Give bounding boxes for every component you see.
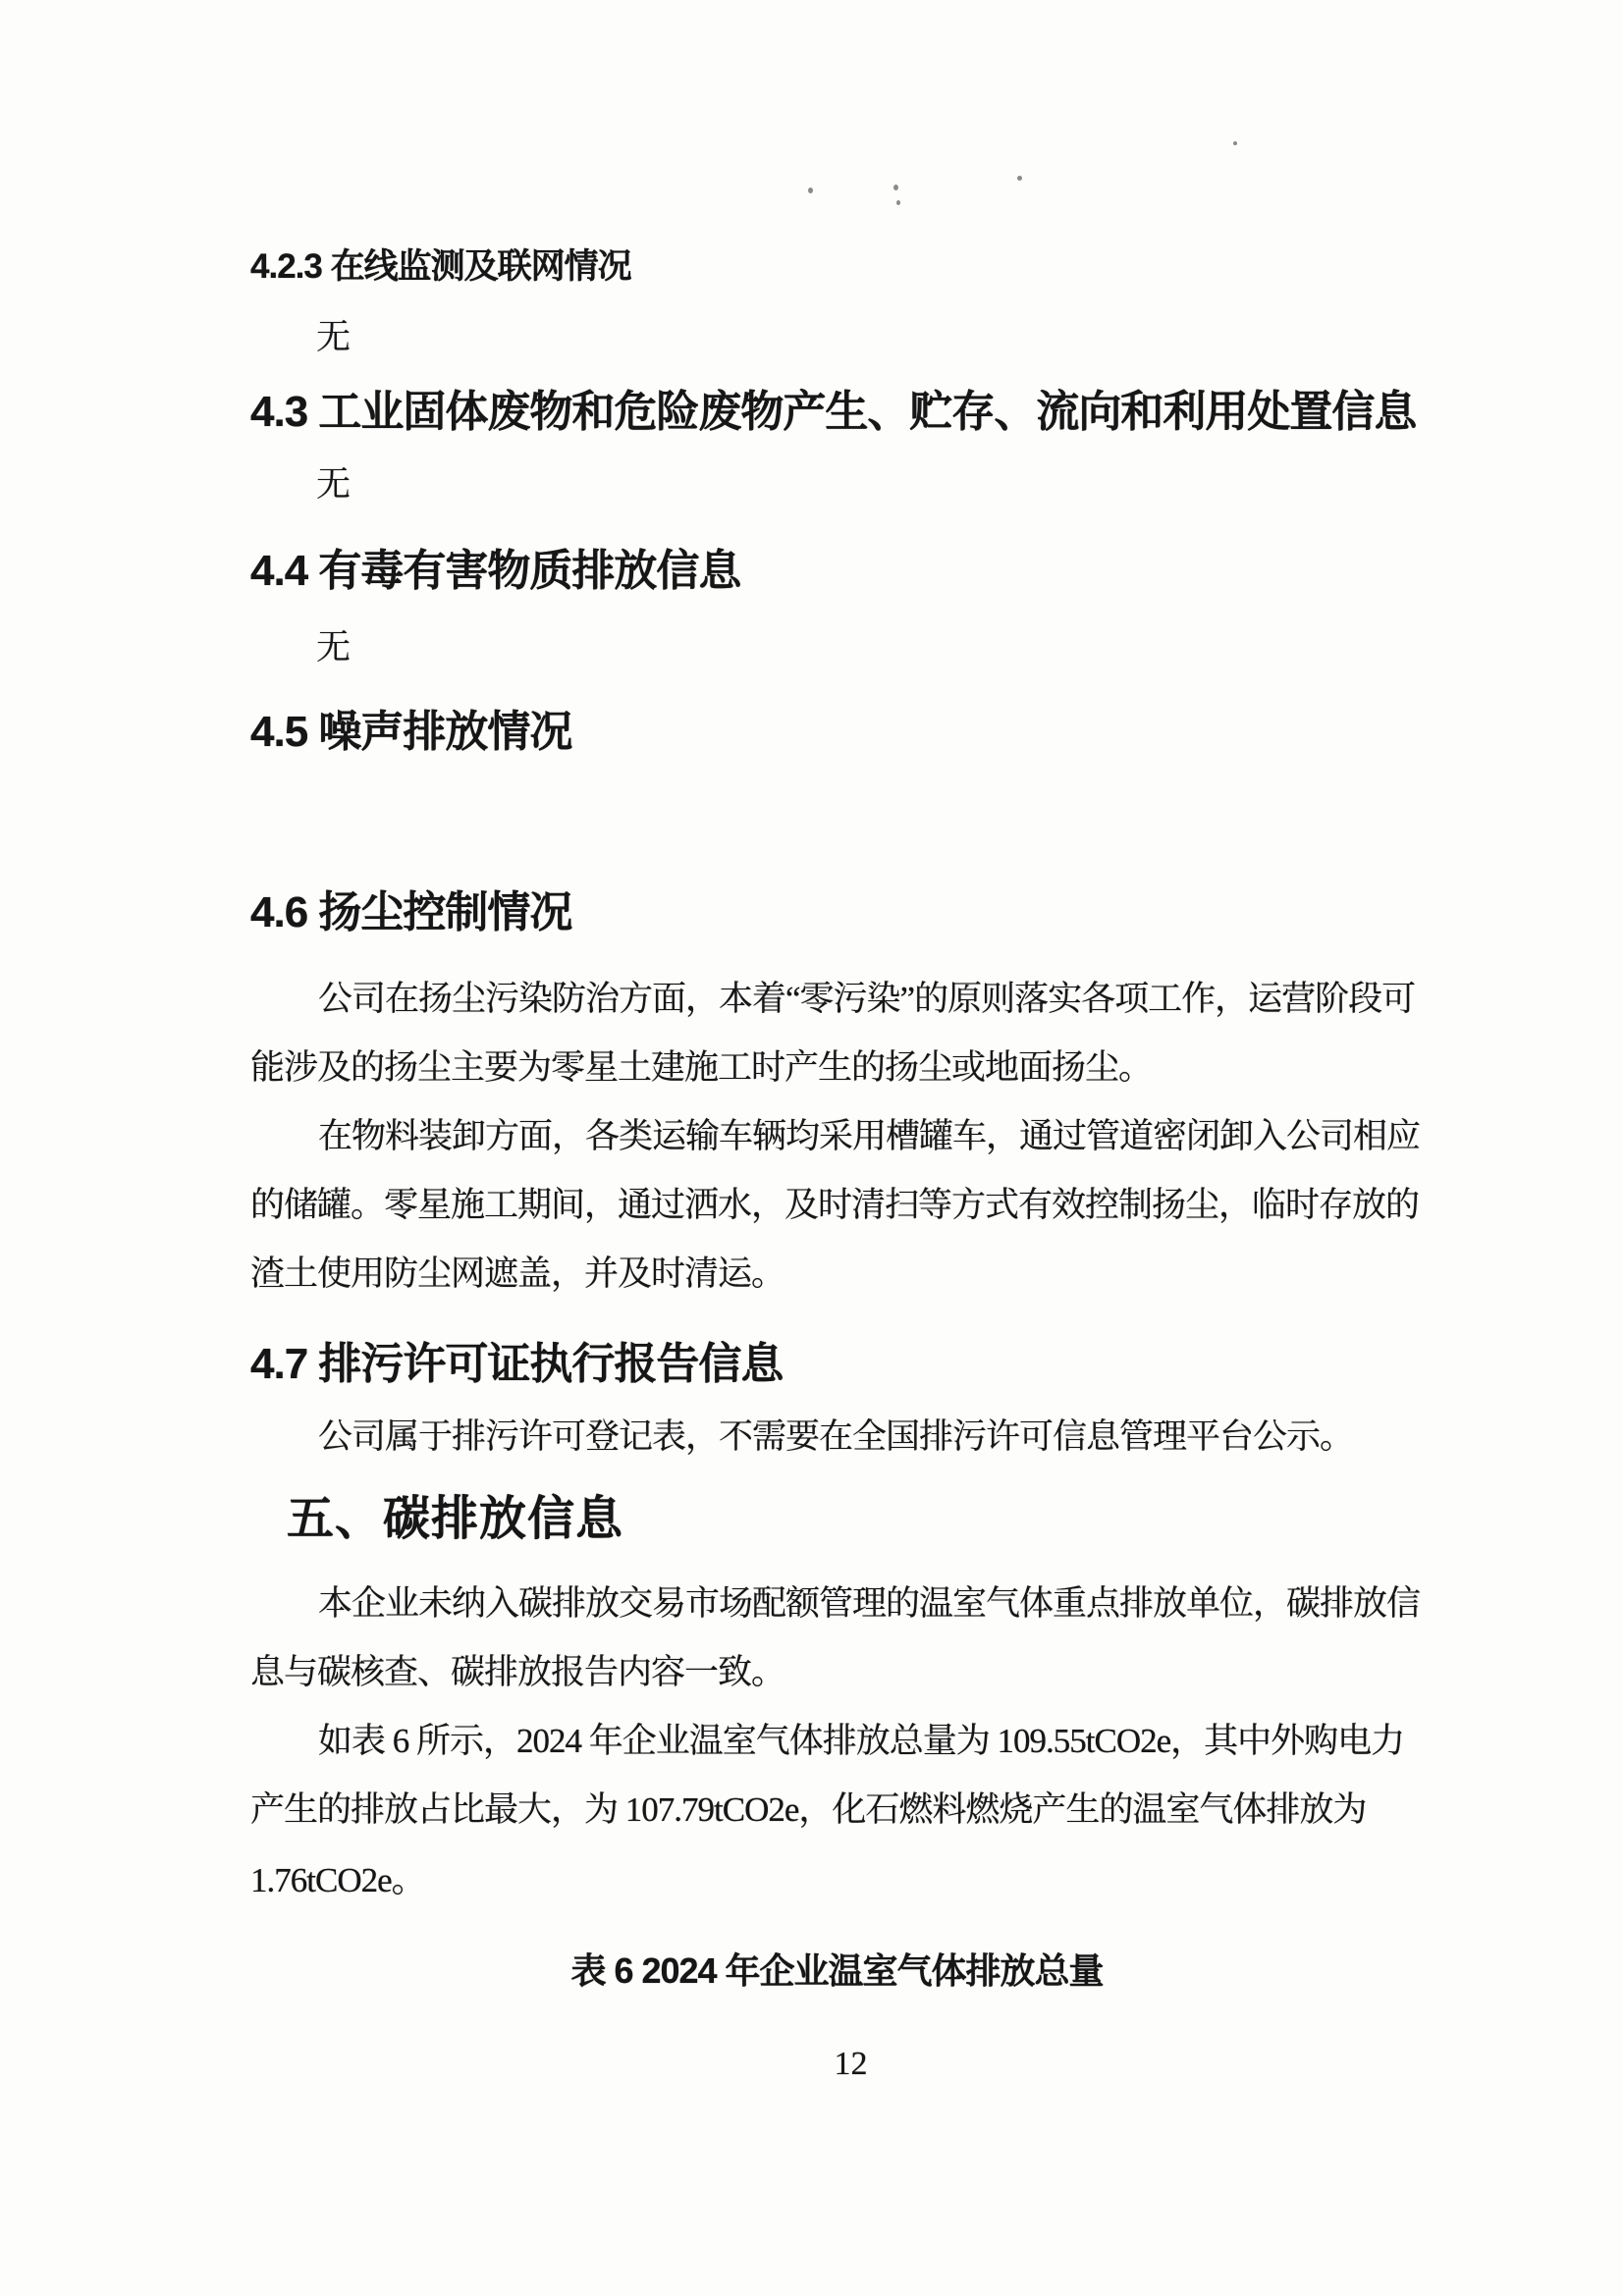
section-heading-5: 五、碳排放信息 <box>287 1493 624 1545</box>
scan-artifact <box>1017 176 1022 181</box>
section-body-4-4: 无 <box>316 628 351 667</box>
scan-artifact <box>893 185 898 190</box>
section-heading-4-2-3: 4.2.3 在线监测及联网情况 <box>250 247 631 286</box>
table-caption: 表 6 2024 年企业温室气体排放总量 <box>570 1950 1104 1991</box>
section-heading-4-6: 4.6 扬尘控制情况 <box>250 888 572 936</box>
paragraph-line: 公司在扬尘污染防治方面，本着“零污染”的原则落实各项工作，运营阶段可 <box>318 980 1416 1018</box>
paragraph-line: 公司属于排污许可登记表，不需要在全国排污许可信息管理平台公示。 <box>318 1417 1354 1456</box>
paragraph-line: 本企业未纳入碳排放交易市场配额管理的温室气体重点排放单位，碳排放信 <box>318 1584 1421 1623</box>
section-body-4-3: 无 <box>316 465 351 504</box>
section-heading-4-3: 4.3 工业固体废物和危险废物产生、贮存、流向和利用处置信息 <box>250 388 1417 436</box>
paragraph-line: 1.76tCO2e。 <box>250 1861 425 1899</box>
paragraph-line: 息与碳核查、碳排放报告内容一致。 <box>250 1653 785 1691</box>
paragraph-line: 能涉及的扬尘主要为零星土建施工时产生的扬尘或地面扬尘。 <box>250 1048 1153 1087</box>
paragraph-line: 渣土使用防尘网遮盖，并及时清运。 <box>250 1255 785 1293</box>
paragraph-line: 产生的排放占比最大，为 107.79tCO2e，化石燃料燃烧产生的温室气体排放为 <box>250 1790 1367 1829</box>
scan-artifact <box>1233 141 1237 145</box>
paragraph-line: 在物料装卸方面，各类运输车辆均采用槽罐车，通过管道密闭卸入公司相应 <box>318 1117 1421 1155</box>
page-number: 12 <box>834 2046 868 2082</box>
section-heading-4-5: 4.5 噪声排放情况 <box>250 708 572 756</box>
scan-artifact <box>808 187 813 193</box>
section-heading-4-7: 4.7 排污许可证执行报告信息 <box>250 1340 784 1388</box>
scan-artifact <box>896 200 900 205</box>
section-heading-4-4: 4.4 有毒有害物质排放信息 <box>250 547 741 595</box>
paragraph-line: 如表 6 所示，2024 年企业温室气体排放总量为 109.55tCO2e，其中外购电力 <box>318 1722 1405 1760</box>
section-body-4-2-3: 无 <box>316 318 351 356</box>
paragraph-line: 的储罐。零星施工期间，通过洒水，及时清扫等方式有效控制扬尘，临时存放的 <box>250 1186 1420 1224</box>
